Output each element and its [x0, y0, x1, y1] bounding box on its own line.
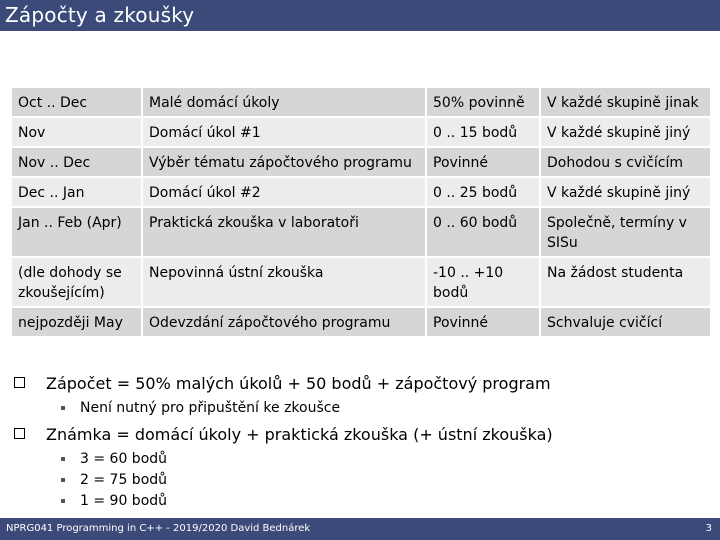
table-cell-points: 0 .. 25 bodů — [427, 178, 541, 208]
table-cell-note: Dohodou s cvičícím — [541, 148, 712, 178]
table-cell-period: Nov .. Dec — [12, 148, 143, 178]
sub-bullet — [12, 398, 712, 419]
table-row — [12, 178, 712, 208]
table-row — [12, 88, 712, 118]
table-cell-points: Povinné — [427, 148, 541, 178]
table-cell-note: Schvaluje cvičící — [541, 308, 712, 338]
table-cell-activity: Domácí úkol #2 — [143, 178, 427, 208]
page-number: 3 — [705, 523, 712, 534]
schedule-table — [12, 88, 712, 338]
table-cell-activity: Malé domácí úkoly — [143, 88, 427, 118]
table-cell-points: 50% povinně — [427, 88, 541, 118]
bullet-grade-text: Známka = domácí úkoly + praktická zkouška (+ ústní zkouška) — [46, 425, 553, 444]
table-cell-points: 0 .. 60 bodů — [427, 208, 541, 258]
table-cell-points: 0 .. 15 bodů — [427, 118, 541, 148]
sub-bullet — [12, 470, 712, 491]
square-bullet-icon — [61, 499, 65, 503]
square-bullet-icon — [61, 478, 65, 482]
table-cell-activity: Výběr tématu zápočtového programu — [143, 148, 427, 178]
table-cell-period: Dec .. Jan — [12, 178, 143, 208]
table-cell-note: Na žádost studenta — [541, 258, 712, 308]
footer-text: NPRG041 Programming in C++ - 2019/2020 David Bednárek — [6, 523, 311, 534]
table-cell-period: (dle dohody se zkoušejícím) — [12, 258, 143, 308]
slide-footer — [0, 518, 720, 540]
table-row — [12, 118, 712, 148]
slide-title-bar — [0, 0, 720, 31]
table-cell-note: V každé skupině jiný — [541, 118, 712, 148]
sub-bullet-text: 1 = 90 bodů — [80, 493, 168, 509]
bullet-credit — [12, 372, 712, 398]
checkbox-bullet-icon — [14, 428, 25, 439]
table-cell-period: nejpozději May — [12, 308, 143, 338]
bullet-list — [12, 372, 712, 512]
table-cell-note: Společně, termíny v SISu — [541, 208, 712, 258]
table-row — [12, 208, 712, 258]
table-cell-period: Nov — [12, 118, 143, 148]
table-cell-points: Povinné — [427, 308, 541, 338]
sub-bullet-text: 3 = 60 bodů — [80, 451, 168, 467]
table-row — [12, 258, 712, 308]
table-row — [12, 148, 712, 178]
bullet-grade — [12, 423, 712, 449]
table-cell-activity: Odevzdání zápočtového programu — [143, 308, 427, 338]
sub-bullet — [12, 491, 712, 512]
table-cell-activity: Praktická zkouška v laboratoři — [143, 208, 427, 258]
slide-title: Zápočty a zkoušky — [5, 3, 195, 27]
table-cell-activity: Nepovinná ústní zkouška — [143, 258, 427, 308]
table-cell-period: Oct .. Dec — [12, 88, 143, 118]
square-bullet-icon — [61, 406, 65, 410]
table-row — [12, 308, 712, 338]
sub-bullet-text: Není nutný pro připuštění ke zkoušce — [80, 400, 341, 416]
table-cell-points: -10 .. +10 bodů — [427, 258, 541, 308]
sub-bullet-text: 2 = 75 bodů — [80, 472, 168, 488]
table-cell-activity: Domácí úkol #1 — [143, 118, 427, 148]
table-cell-note: V každé skupině jiný — [541, 178, 712, 208]
sub-bullet — [12, 449, 712, 470]
square-bullet-icon — [61, 457, 65, 461]
bullet-credit-text: Zápočet = 50% malých úkolů + 50 bodů + zápočtový program — [46, 374, 551, 393]
table-cell-period: Jan .. Feb (Apr) — [12, 208, 143, 258]
checkbox-bullet-icon — [14, 377, 25, 388]
table-cell-note: V každé skupině jinak — [541, 88, 712, 118]
